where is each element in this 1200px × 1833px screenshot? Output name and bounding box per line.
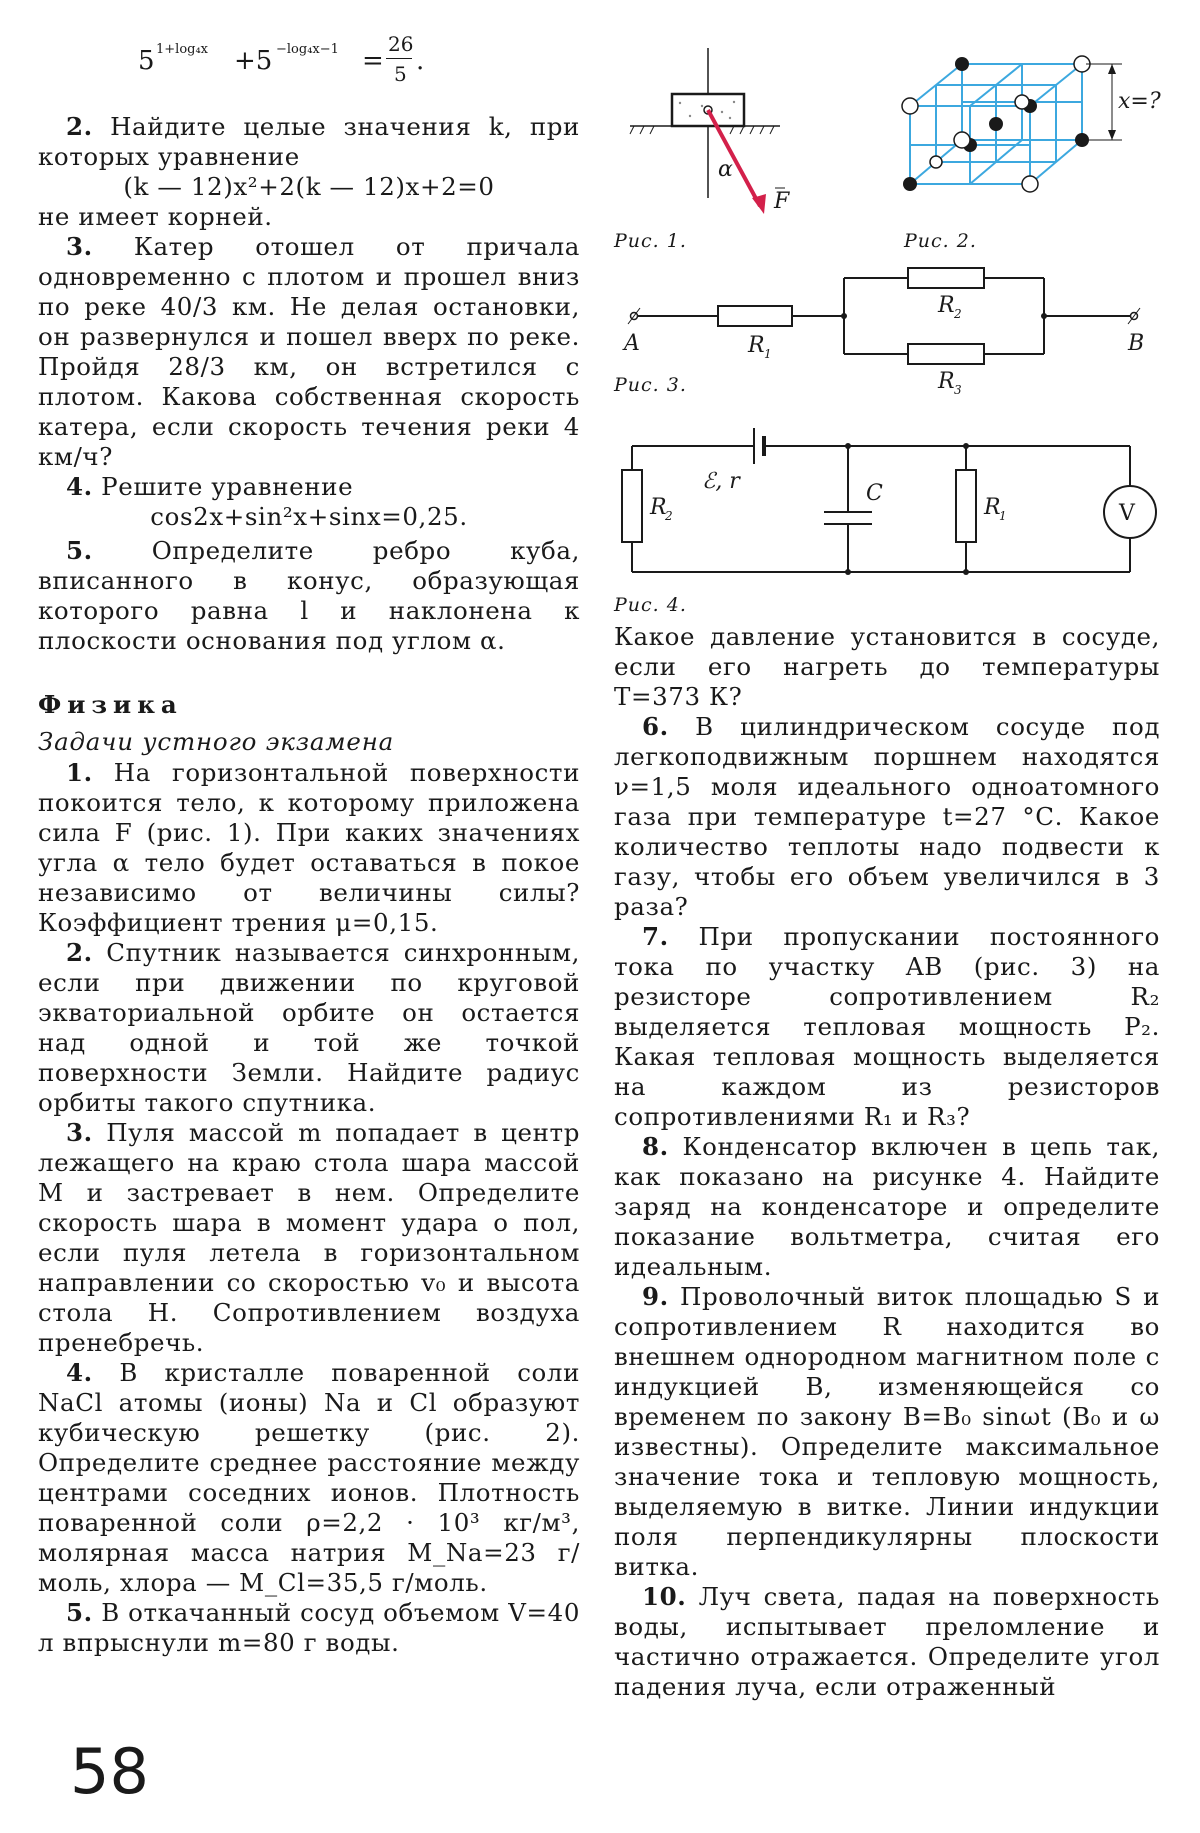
fig3-label-r3: R <box>938 369 955 394</box>
fig4-emf-label: ℰ, r <box>702 469 740 494</box>
problem-phys-3: 3. Пуля массой m попадает в центр лежащего на краю стола шара массой M и застревает в нем. Определите скорость шара в момент удара о пол, если пуля летела в горизонтальном направлении со скоростью v₀ и высота стола H. Сопротивлением воздуха пренебречь. <box>38 1118 580 1357</box>
problem-math-4: 4. Решите уравнение <box>66 472 354 501</box>
oral-exam-heading: Задачи устного экзамена <box>38 727 395 756</box>
fig4-r2-label: R <box>650 495 667 520</box>
svg-text:1: 1 <box>999 509 1007 523</box>
fig4-c-label: C <box>866 481 883 506</box>
fig3-caption: Рис. 3. <box>614 374 687 396</box>
fig4-r1-label: R <box>984 495 1001 520</box>
problem-phys-10: 10. Луч света, падая на поверхность воды, испытывает преломление и частично отражается. Определите угол падения луча, если отраженный <box>614 1582 1161 1701</box>
svg-text:2: 2 <box>665 509 673 523</box>
problem-phys-4: 4. В кристалле поваренной соли NaCl атомы (ионы) Na и Cl образуют кубическую решетку (рис. 2). Определите среднее расстояние между центрами соседних ионов. Плотность поваренной соли ρ=2,2 · 10³ кг/м³, молярная масса натрия M_Na=23 г/моль, хлора — M_Cl=35,5 г/моль. <box>38 1358 581 1597</box>
figure-1 <box>630 48 790 218</box>
top-equation: 5 1+log₄x +5 −log₄x−1 = 26 5 . <box>138 32 425 86</box>
svg-text:2: 2 <box>954 307 962 321</box>
problem-math-2: 2. Найдите целые значения k, при которых уравнение <box>38 112 580 171</box>
equation-math-2: (k — 12)x²+2(k — 12)x+2=0 <box>123 172 495 201</box>
svg-text:3: 3 <box>954 383 962 397</box>
problem-phys-9: 9. Проволочный виток площадью S и сопротивлением R находится во внешнем однородном магнитном поле с индукцией B, изменяющейся со временем по закону B=B₀ sinωt (B₀ и ω известны). Определите максимальное значение тока и тепловую мощность, выделяемую в витке. Линии индукции поля перпендикулярны плоскости витка. <box>614 1282 1160 1581</box>
problem-math-5: 5. Определите ребро куба, вписанного в конус, образующая которого равна l и наклонена к плоскости основания под углом α. <box>38 536 580 655</box>
equation-math-4: cos2x+sin²x+sinx=0,25. <box>150 502 468 531</box>
problem-phys-5: 5. В откачанный сосуд объемом V=40 л впрыснули m=80 г воды. <box>38 1598 581 1657</box>
problem-phys-2: 2. Спутник называется синхронным, если при движении по круговой экваториальной орбите он остается над одной и той же точкой поверхности Земли. Найдите радиус орбиты такого спутника. <box>38 938 581 1117</box>
fig1-caption: Рис. 1. <box>614 230 687 252</box>
problem-math-3: 3. Катер отошел от причала одновременно с плотом и прошел вниз по реке 40/3 км. Не делая остановки, он развернулся и пошел вверх по реке. Пройдя 28/3 км, он встретился с плотом. Какова собственная скорость катера, если скорость течения реки 4 км/ч? <box>38 232 581 471</box>
fig3-label-r1: R <box>748 333 765 358</box>
svg-text:1: 1 <box>764 347 772 361</box>
problem-math-2-tail: не имеет корней. <box>38 202 273 231</box>
problem-phys-6: 6. В цилиндрическом сосуде под легкоподвижным поршнем находятся ν=1,5 моля идеального одноатомного газа при температуре t=27 °С. Какое количество теплоты надо подвести к газу, чтобы его объем увеличился в 3 раза? <box>614 712 1161 921</box>
figure-4 <box>614 420 1174 580</box>
figure-2 <box>900 48 1160 208</box>
problem-phys-8: 8. Конденсатор включен в цепь так, как показано на рисунке 4. Найдите заряд на конденсаторе и определите показание вольтметра, считая его идеальным. <box>614 1132 1160 1281</box>
math-problems <box>38 112 580 1658</box>
physics-heading: Физика <box>38 690 183 719</box>
fig2-x-label: x=? <box>1118 89 1161 114</box>
problem-phys-1: 1. На горизонтальной поверхности покоится тело, к которому приложена сила F (рис. 1). При каких значениях угла α тело будет оставаться в покое независимо от величины силы? Коэффициент трения μ=0,15. <box>38 758 580 937</box>
fig1-force-label: F <box>774 189 790 214</box>
fig3-label-b: B <box>1128 331 1145 356</box>
page-number: 58 <box>70 1735 149 1808</box>
fig4-voltmeter-label: V <box>1119 501 1135 526</box>
fig3-label-a: A <box>624 331 640 356</box>
problem-phys-5-continued: Какое давление установится в сосуде, если его нагреть до температуры T=373 К? <box>614 622 1160 711</box>
fig2-caption: Рис. 2. <box>904 230 977 252</box>
problem-phys-7: 7. При пропускании постоянного тока по участку AB (рис. 3) на резисторе сопротивлением R₂ выделяется тепловая мощность P₂. Какая тепловая мощность выделяется на каждом из резисторов сопротивлениями R₁ и R₃? <box>614 922 1160 1131</box>
fig4-caption: Рис. 4. <box>614 594 687 616</box>
right-column <box>614 622 1160 1702</box>
fig3-label-r2: R <box>938 293 955 318</box>
fig1-alpha-label: α <box>718 157 733 182</box>
